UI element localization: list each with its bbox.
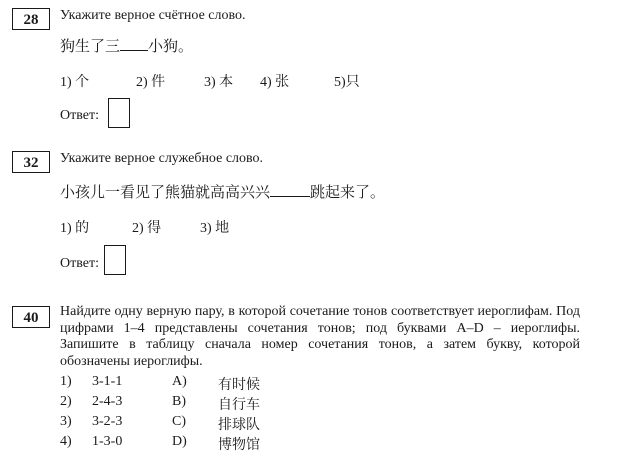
q28-option-3: 3) 本	[204, 75, 234, 90]
q28-option-4: 4) 张	[260, 75, 290, 90]
q28-option-1: 1) 个	[60, 75, 90, 90]
tone-combination: 3-1-1	[92, 374, 123, 389]
sentence-part-after: 跳起来了。	[310, 185, 386, 201]
hieroglyph-word: 排球队	[218, 418, 260, 433]
hieroglyph-word: 自行车	[218, 398, 260, 413]
tone-combination: 1-3-0	[92, 434, 123, 449]
hieroglyph-word: 有时候	[218, 378, 260, 393]
row-number: 2)	[60, 394, 72, 409]
question-40-instruction: Найдите одну верную пару, в которой сочетание тонов соответствует иероглифам. Под цифрами 1–4 представлены сочетания тонов; под буквами A–D – иероглифы. Запишите в таблицу сначала номер сочетания тонов, а затем букву, которой обозначены иероглифы.	[60, 304, 580, 369]
hieroglyph-word: 博物馆	[218, 438, 260, 453]
q32-option-3: 3) 地	[200, 221, 230, 236]
q32-option-2: 2) 得	[132, 221, 162, 236]
sentence-part-after: 小狗。	[148, 39, 194, 55]
question-28-sentence	[60, 35, 193, 56]
question-40-number: 40	[12, 306, 50, 328]
question-32-number: 32	[12, 151, 50, 173]
row-number: 1)	[60, 374, 72, 389]
q28-answer-box[interactable]	[108, 98, 130, 128]
q32-option-1: 1) 的	[60, 221, 90, 236]
sentence-part-before: 狗生了三	[60, 39, 121, 55]
row-letter: A)	[172, 374, 187, 389]
tone-combination: 2-4-3	[92, 394, 123, 409]
q32-answer-box[interactable]	[104, 245, 126, 275]
q28-answer-label: Ответ:	[60, 108, 99, 123]
question-28-number: 28	[12, 8, 50, 30]
answer-blank	[120, 50, 148, 51]
q28-option-5: 5)只	[334, 75, 360, 90]
row-letter: D)	[172, 434, 187, 449]
answer-blank	[270, 196, 310, 197]
tone-combination: 3-2-3	[92, 414, 123, 429]
q28-option-2: 2) 件	[136, 75, 166, 90]
question-32-sentence	[60, 181, 385, 202]
question-28-instruction: Укажите верное счётное слово.	[60, 8, 246, 23]
sentence-part-before: 小孩儿一看见了熊猫就高高兴兴	[60, 185, 271, 201]
row-letter: C)	[172, 414, 186, 429]
q32-answer-label: Ответ:	[60, 256, 99, 271]
row-number: 3)	[60, 414, 72, 429]
row-letter: B)	[172, 394, 186, 409]
question-32-instruction: Укажите верное служебное слово.	[60, 151, 264, 166]
row-number: 4)	[60, 434, 72, 449]
